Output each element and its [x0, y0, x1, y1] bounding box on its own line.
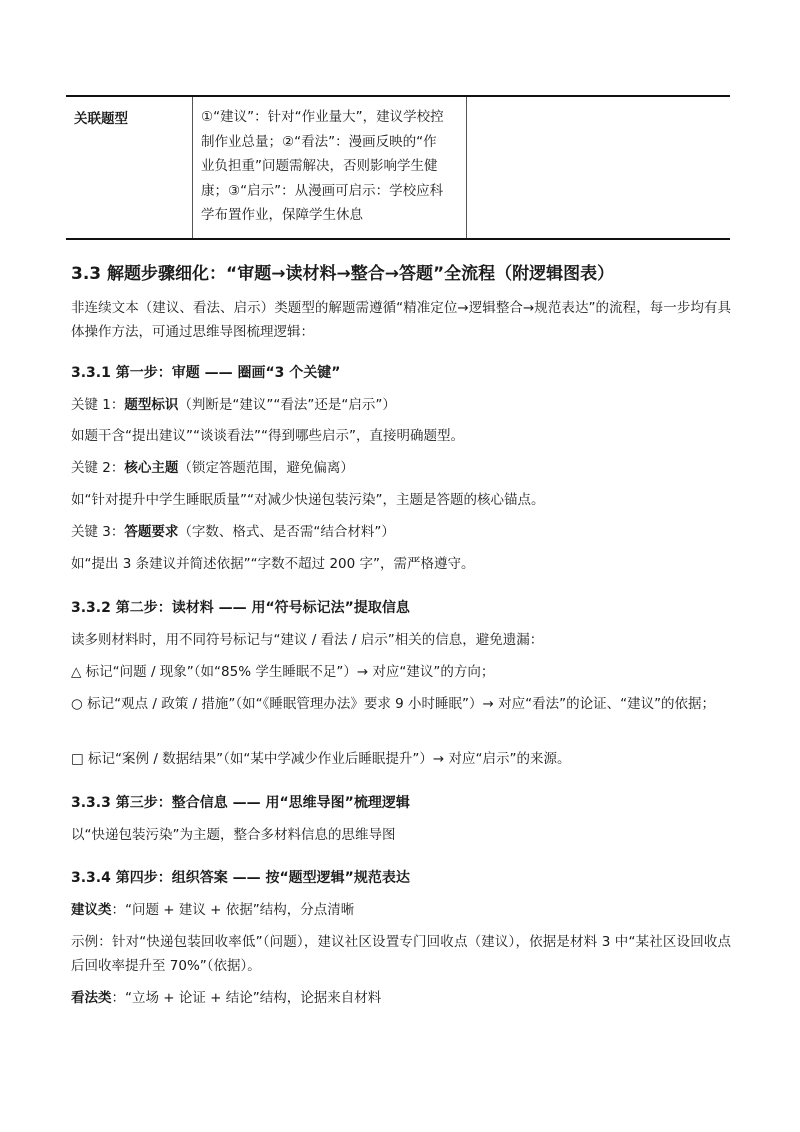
mark-square-line: □ 标记“案例 / 数据结果”（如“某中学减少作业后睡眠提升”）→ 对应“启示”的来源。: [71, 751, 571, 767]
key2-prefix: 关键 2：: [71, 460, 125, 476]
table-empty-cell: [467, 96, 731, 239]
key3-prefix: 关键 3：: [71, 524, 125, 540]
key1-example: 如题干含“提出建议”“谈谈看法”“得到哪些启示”，直接明确题型。: [71, 428, 464, 444]
step4-heading: 3.3.4 第四步：组织答案 —— 按“题型逻辑”规范表达: [71, 870, 410, 886]
key1-prefix: 关键 1：: [71, 397, 125, 413]
table-content-line: 业负担重”问题需解决，否则影响学生健: [201, 158, 438, 174]
table-row: [66, 96, 730, 239]
step1-heading: 3.3.1 第一步：审题 —— 圈画“3 个关键”: [71, 365, 341, 381]
example-paragraph: 示例：针对“快递包装回收率低”（问题），建议社区设置专门回收点（建议），依据是材料 3 中“某社区设回收点后回收率提升至 70%”（依据）。: [71, 934, 731, 974]
key1-rest: （判断是“建议”“看法”还是“启示”）: [178, 397, 396, 413]
section-3-3-heading: 3.3 解题步骤细化：“审题→读材料→整合→答题”全流程（附逻辑图表）: [71, 264, 615, 284]
key1-line: [71, 393, 731, 417]
table-label-cell: 关联题型: [66, 96, 193, 239]
related-question-table: [66, 95, 730, 240]
key2-line: [71, 456, 731, 480]
key2-rest: （锁定答题范围，避免偏离）: [178, 460, 354, 476]
step3-text: 以“快递包装污染”为主题，整合多材料信息的思维导图: [71, 827, 396, 843]
opinion-type-bold: 看法类: [71, 990, 112, 1006]
table-content-line: 学布置作业，保障学生休息: [201, 207, 363, 223]
step2-heading: 3.3.2 第二步：读材料 —— 用“符号标记法”提取信息: [71, 600, 410, 616]
suggestion-type-bold: 建议类: [71, 902, 112, 918]
step3-heading: 3.3.3 第三步：整合信息 —— 用“思维导图”梳理逻辑: [71, 795, 410, 811]
key2-example: 如“针对提升中学生睡眠质量”“对减少快递包装污染”，主题是答题的核心锚点。: [71, 492, 545, 508]
key2-bold: 核心主题: [124, 460, 179, 476]
suggestion-type-line: [71, 898, 731, 922]
opinion-type-line: [71, 986, 731, 1010]
table-content-cell: [193, 96, 467, 239]
mark-circle-line: ○ 标记“观点 / 政策 / 措施”（如“《睡眠管理办法》要求 9 小时睡眠”）→ 对应“看法”的论证、“建议”的依据；: [71, 696, 716, 712]
opinion-type-rest: ：“立场 + 论证 + 结论”结构，论据来自材料: [111, 990, 382, 1006]
table-content-line: 制作业总量；②“看法”：漫画反映的“作: [201, 133, 437, 150]
section-3-3-intro: 非连续文本（建议、看法、启示）类题型的解题需遵循“精准定位→逻辑整合→规范表达”的流程，每一步均有具体操作方法，可通过思维导图梳理逻辑：: [71, 300, 731, 340]
key3-rest: （字数、格式、是否需“结合材料”）: [178, 524, 395, 540]
key3-bold: 答题要求: [124, 524, 179, 540]
key1-bold: 题型标识: [124, 397, 179, 413]
key3-line: [71, 520, 731, 544]
key3-example: 如“提出 3 条建议并简述依据”“字数不超过 200 字”，需严格遵守。: [71, 556, 475, 572]
table-content-line: 康；③“启示”：从漫画可启示：学校应科: [201, 182, 444, 199]
step2-intro: 读多则材料时，用不同符号标记与“建议 / 看法 / 启示”相关的信息，避免遗漏：: [71, 632, 544, 648]
table-content-line: ①“建议”：针对“作业量大”，建议学校控: [201, 109, 444, 125]
mark-triangle-line: △ 标记“问题 / 现象”（如“85% 学生睡眠不足”）→ 对应“建议”的方向；: [71, 664, 495, 680]
suggestion-type-rest: ：“问题 + 建议 + 依据”结构，分点清晰: [111, 902, 355, 918]
